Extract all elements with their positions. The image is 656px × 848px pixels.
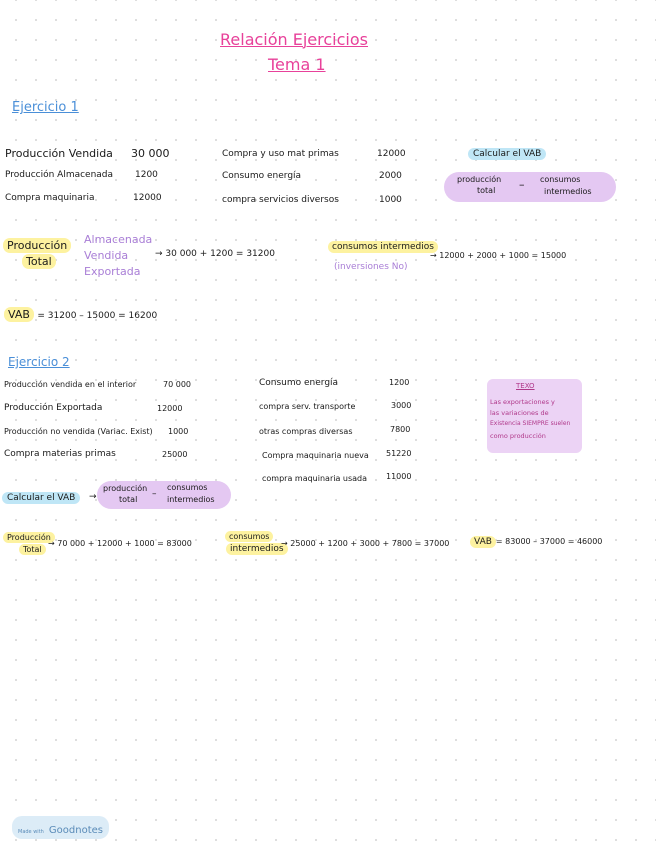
ex1-mid-label-1: Compra y uso mat primas	[222, 149, 339, 159]
ex2-mid-label-4: Compra maquinaria nueva	[262, 451, 369, 460]
ex2-consumos-line1: consumos	[225, 531, 273, 542]
ex2-mid-label-1: Consumo energía	[259, 378, 339, 388]
ex1-prod-total-line2: Total	[22, 254, 56, 269]
ex2-consumos-line2: intermedios	[226, 543, 288, 555]
ex1-mid-label-2: Consumo energía	[222, 171, 302, 181]
ex1-consumos-note: (inversiones No)	[334, 262, 408, 272]
ex2-vab-label: VAB	[470, 536, 496, 548]
ex2-prod-total-line1: Producción	[3, 532, 55, 543]
ex2-calc-arrow: →	[89, 492, 97, 502]
ex1-prod-total-result: → 30 000 + 1200 = 31200	[155, 249, 275, 259]
ex2-left-value-1: 70 000	[163, 380, 191, 389]
ex1-formula-pill	[444, 172, 616, 202]
ex1-mid-value-1: 12000	[377, 149, 406, 159]
ex2-note-line-2: las variaciones de	[490, 409, 549, 417]
ex2-left-value-3: 1000	[168, 427, 189, 436]
ex1-prod-total-line1: Producción	[3, 238, 71, 253]
title-line-2: Tema 1	[268, 55, 326, 74]
ex1-left-value-1: 30 000	[131, 147, 170, 160]
ex1-consumos-label: consumos intermedios	[328, 241, 438, 253]
ex1-consumos-result: → 12000 + 2000 + 1000 = 15000	[430, 251, 567, 260]
ex1-formula-left-1: producción	[457, 175, 502, 184]
ex1-item-vendida: Vendida	[84, 249, 129, 262]
ex1-left-value-2: 1200	[135, 170, 158, 180]
goodnotes-brand: Goodnotes	[48, 825, 103, 836]
ex2-vab-row	[470, 537, 602, 547]
ex2-formula-left-1: producción	[103, 484, 148, 493]
made-with-text: Made with	[18, 829, 44, 835]
ex1-formula-right-2: intermedios	[544, 187, 592, 196]
ex2-mid-value-4: 51220	[386, 449, 412, 458]
ex1-mid-value-3: 1000	[379, 195, 402, 205]
ex2-left-label-4: Compra materias primas	[4, 449, 116, 459]
ex1-formula-minus: –	[519, 178, 525, 191]
ex2-calc-label: Calcular el VAB	[2, 492, 80, 504]
ex2-left-label-3: Producción no vendida (Variac. Exist)	[4, 427, 153, 436]
ex2-formula-right-2: intermedios	[167, 495, 215, 504]
made-with-goodnotes-badge[interactable]	[12, 816, 109, 839]
ex2-note-title: TEXO	[516, 382, 535, 390]
ex1-left-label-3: Compra maquinaria	[5, 193, 95, 203]
ex2-mid-label-5: compra maquinaria usada	[262, 474, 368, 483]
ex1-formula-left-2: total	[477, 186, 496, 195]
ex2-vab-result: = 83000 – 37000 = 46000	[495, 537, 603, 546]
ex1-vab-result: = 31200 – 15000 = 16200	[37, 311, 158, 321]
ex1-vab-label: VAB	[4, 307, 34, 322]
ex1-vab-row	[4, 308, 157, 321]
ex2-mid-label-3: otras compras diversas	[259, 427, 353, 436]
ex1-left-value-3: 12000	[133, 193, 162, 203]
ex2-formula-left-2: total	[119, 495, 138, 504]
ex1-item-exportada: Exportada	[84, 265, 141, 278]
ex1-left-label-2: Producción Almacenada	[5, 170, 114, 180]
ex2-formula-pill	[97, 481, 231, 509]
ex2-mid-value-1: 1200	[389, 378, 410, 387]
ex1-mid-value-2: 2000	[379, 171, 402, 181]
ex2-left-label-2: Producción Exportada	[4, 403, 103, 413]
title-line-1: Relación Ejercicios	[220, 30, 368, 49]
ex2-note-line-3: Existencia SIEMPRE suelen	[490, 420, 571, 427]
ex2-note-line-1: Las exportaciones y	[490, 398, 555, 406]
ex2-left-label-1: Producción vendida en el interior	[4, 380, 137, 389]
ex1-formula-right-1: consumos	[540, 175, 581, 184]
exercise-1-heading: Ejercicio 1	[12, 100, 79, 115]
ex2-mid-label-2: compra serv. transporte	[259, 402, 356, 411]
ex1-mid-label-3: compra servicios diversos	[222, 195, 339, 205]
ex1-item-almacenada: Almacenada	[84, 233, 153, 246]
ex1-left-label-1: Producción Vendida	[5, 147, 113, 160]
ex2-note-line-4: como producción	[490, 432, 546, 440]
ex2-note-box	[487, 379, 582, 453]
ex2-prod-total-result: → 70 000 + 12000 + 1000 = 83000	[48, 539, 192, 548]
ex2-formula-right-1: consumos	[167, 483, 208, 492]
ex2-prod-total-line2: Total	[19, 544, 46, 555]
ex2-formula-minus: –	[152, 489, 157, 499]
ex2-mid-value-5: 11000	[386, 472, 412, 481]
ex2-mid-value-3: 7800	[390, 425, 411, 434]
ex2-mid-value-2: 3000	[391, 401, 412, 410]
ex2-consumos-result: → 25000 + 1200 + 3000 + 7800 = 37000	[281, 539, 450, 548]
ex2-left-value-2: 12000	[157, 404, 183, 413]
ex2-left-value-4: 25000	[162, 450, 188, 459]
ex1-calc-label: Calcular el VAB	[468, 148, 546, 160]
exercise-2-heading: Ejercicio 2	[8, 355, 70, 369]
